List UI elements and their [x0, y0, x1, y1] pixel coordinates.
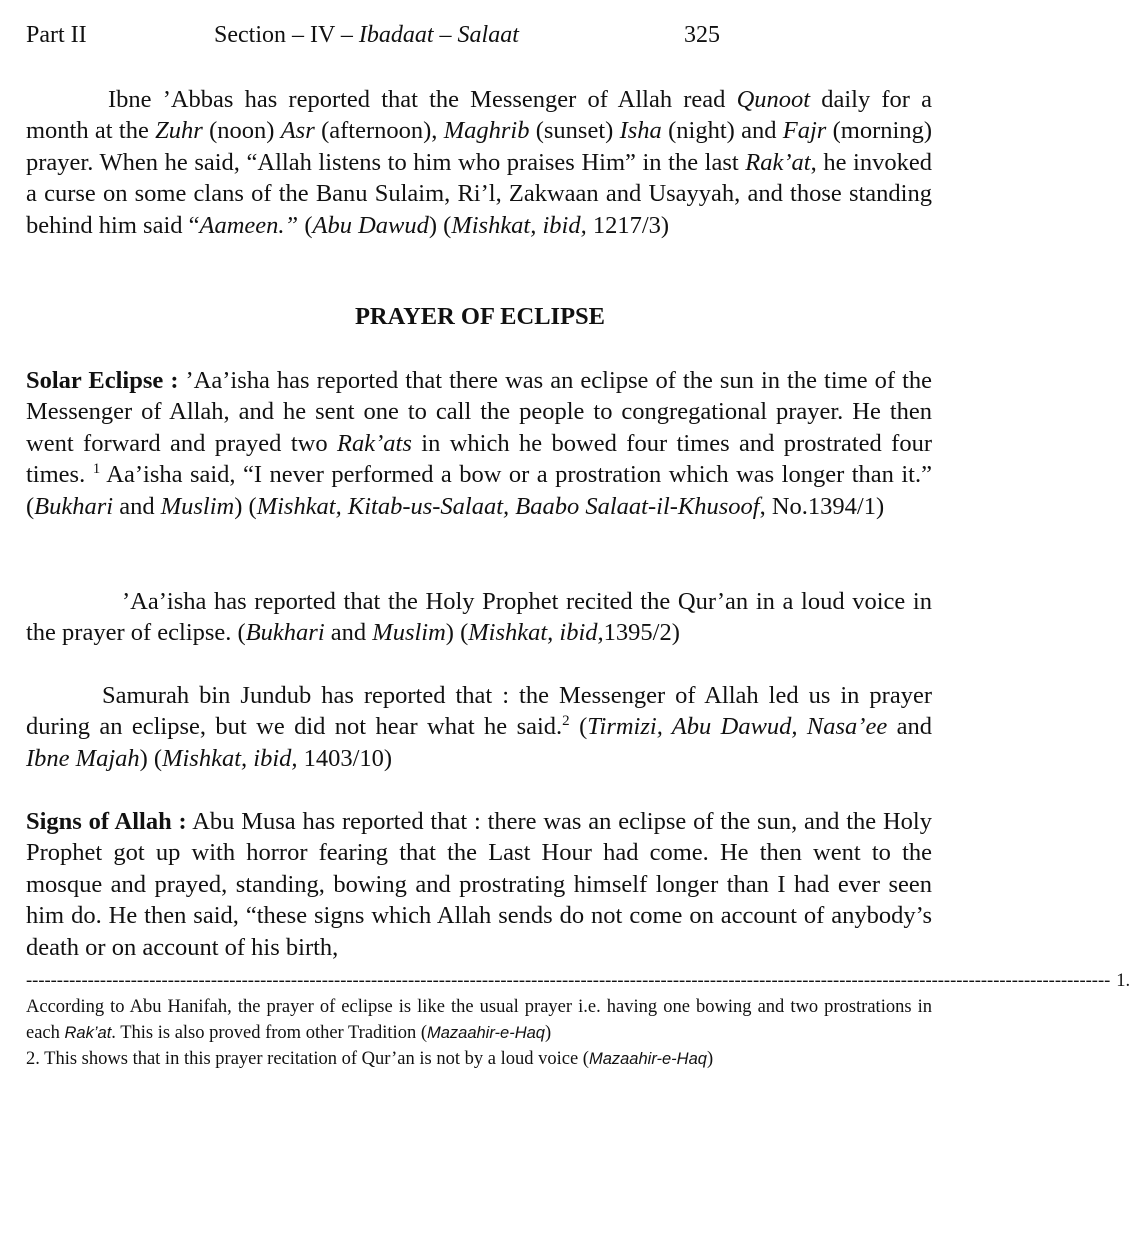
solar-eclipse-label: Solar Eclipse : [26, 367, 179, 394]
section-heading: PRAYER OF ECLIPSE [354, 303, 606, 330]
footnotes [26, 968, 1130, 1072]
footnote-1: -------------------------------------------------------------------------------------------------------------------------------------------------------------------------------- 1. According to Abu Hanifah, the prayer of eclipse is like the usual prayer i.e. having one bowing and two prostrations in each Rak’at. This is also proved from other Tradition (Mazaahir-e-Haq) [26, 968, 932, 1046]
part-label: Part II [26, 22, 87, 48]
paragraph-solar-eclipse: Solar Eclipse : ’Aa’isha has reported that there was an eclipse of the sun in the time of the Messenger of Allah, and he sent one to call the people to congregational prayer. He then went forward and prayed two Rak’ats in which he bowed four times and prostrated four times. $^1$ Aa’isha said, “I never performed a bow or a prostration which was longer than it.” (Bukhari and Muslim) (Mishkat, Kitab-us-Salaat, Baabo Salaat-il-Khusoof, No.1394/1) [26, 367, 933, 520]
page-header [26, 18, 934, 52]
page-number: 325 [684, 22, 720, 48]
footnote-ref-1: 1 [92, 461, 101, 478]
footnote-ref-2: 2 [562, 713, 570, 730]
signs-of-allah-label: Signs of Allah : [26, 808, 187, 835]
paragraph-qunoot: Ibne ’Abbas has reported that the Messenger of Allah read Qunoot daily for a month at the Zuhr (noon) Asr (afternoon), Maghrib (sunset) Isha (night) and Fajr (morning) prayer. When he said, “Allah listens to him who praises Him” in the last Rak’at, he invoked a curse on some clans of the Banu Sulaim, Ri’l, Zakwaan and Usayyah, and those standing behind him said “Aameen.” (Abu Dawud) (Mishkat, ibid, 1217/3) [26, 86, 932, 239]
paragraph-loud-recitation: ’Aa’isha has reported that the Holy Prophet recited the Qur’an in a loud voice in the prayer of eclipse. (Bukhari and Muslim) (Mishkat, ibid,1395/2) [26, 588, 932, 647]
footnote-2: 2. This shows that in this prayer recitation of Qur’an is not by a loud voice (Mazaahir-e-Haq) [26, 1049, 714, 1069]
paragraph-samurah: Samurah bin Jundub has reported that : the Messenger of Allah led us in prayer during an eclipse, but we did not hear what he said.$^2$ (Tirmizi, Abu Dawud, Nasa’ee and Ibne Majah) (Mishkat, ibid, 1403/10) [26, 682, 932, 772]
footnote-rule: -------------------------------------------------------------------------------------------------------------------------------------------------------------------------------- [26, 971, 1111, 991]
paragraph-signs-of-allah: Signs of Allah : Abu Musa has reported that : there was an eclipse of the sun, and the Holy Prophet got up with horror fearing that the Last Hour had come. He then went to the mosque and prayed, standing, bowing and prostrating himself longer than I had ever seen him do. He then said, “these signs which Allah sends do not come on account of anybody’s death or on account of his birth, [26, 808, 932, 961]
section-title: Section – IV – Ibadaat – Salaat [214, 22, 519, 48]
